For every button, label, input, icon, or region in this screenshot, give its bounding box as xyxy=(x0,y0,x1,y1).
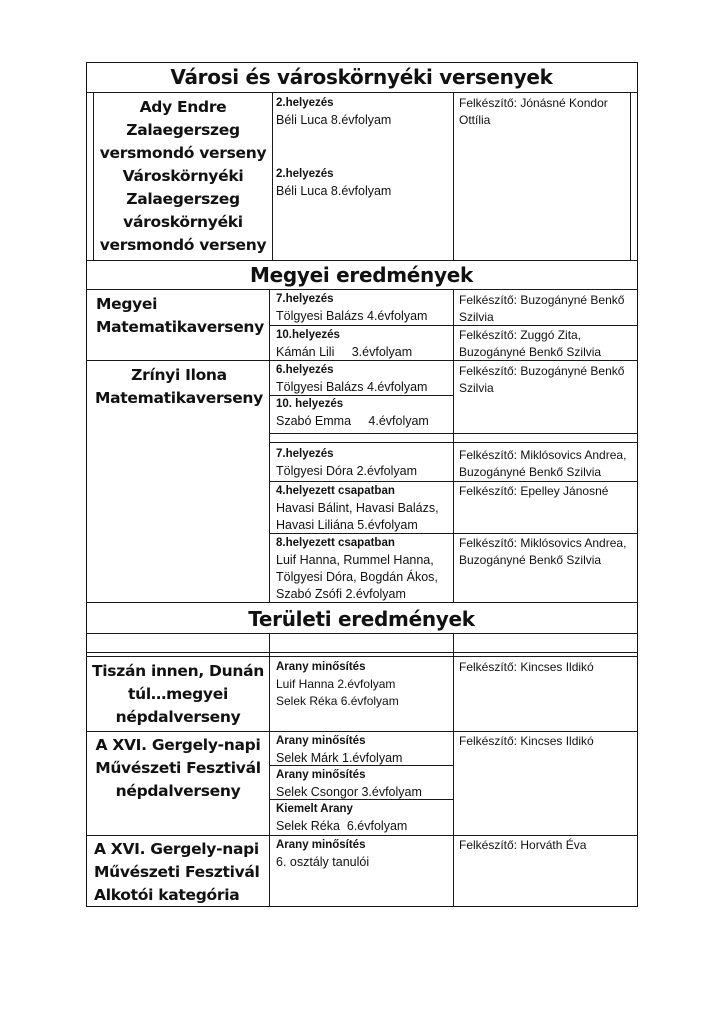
preparer-zrinyi-4: Felkészítő: Epelley Jánosné xyxy=(459,484,609,498)
result-megyei-1: 7.helyezés Tölgyesi Balázs 4.évfolyam xyxy=(276,293,428,323)
result-zrinyi-4: 4.helyezett csapatban Havasi Bálint, Havasi Balázs, Havasi Liliána 5.évfolyam xyxy=(276,485,439,532)
result-zrinyi-2: 10. helyezés Szabó Emma 4.évfolyam xyxy=(276,398,429,428)
divider xyxy=(86,260,638,261)
preparer-zrinyi-1: Felkészítő: Buzogányné Benkő Szilvia xyxy=(459,364,625,395)
col-divider xyxy=(453,289,454,602)
col-divider xyxy=(453,92,454,260)
preparer-megyei-2: Felkészítő: Zuggó Zita, Buzogányné Benkő Szilvia xyxy=(459,328,602,359)
preparer-megyei-1: Felkészítő: Buzogányné Benkő Szilvia xyxy=(459,293,625,324)
divider xyxy=(86,289,638,290)
preparer-city: Felkészítő: Jónásné Kondor Ottília xyxy=(459,96,608,127)
divider xyxy=(86,360,638,361)
table-border-left xyxy=(86,62,87,907)
table-border-top xyxy=(86,62,638,63)
divider xyxy=(86,633,638,634)
preparer-zrinyi-3: Felkészítő: Miklósovics Andrea, Buzogányné Benkő Szilvia xyxy=(459,448,627,479)
result-city-1: 2.helyezés Béli Luca 8.évfolyam xyxy=(276,97,392,127)
section-title-county: Megyei eredmények xyxy=(250,263,473,287)
divider xyxy=(269,442,638,443)
result-tiszan: Arany minősítés Luif Hanna 2.évfolyam Selek Réka 6.évfolyam xyxy=(276,661,399,708)
divider xyxy=(269,433,638,434)
divider xyxy=(86,652,638,653)
divider xyxy=(269,533,638,534)
section-title-city: Városi és városkörnyéki versenyek xyxy=(170,65,553,89)
result-zrinyi-5: 8.helyezett csapatban Luif Hanna, Rummel Hanna, Tölgyesi Dóra, Bogdán Ákos, Szabó Zsófi 2.évfolyam xyxy=(276,537,438,601)
result-gergely-1: Arany minősítés Selek Márk 1.évfolyam xyxy=(276,735,403,765)
col-divider xyxy=(272,92,273,260)
competition-gergely-nepdal: A XVI. Gergely-napi Művészeti Fesztivál népdalverseny xyxy=(95,736,261,800)
preparer-zrinyi-5: Felkészítő: Miklósovics Andrea, Buzogányné Benkő Szilvia xyxy=(459,536,627,567)
divider xyxy=(269,799,453,800)
divider xyxy=(86,602,638,603)
competition-zrinyi: Zrínyi Ilona Matematikaverseny xyxy=(95,366,263,407)
preparer-gergely: Felkészítő: Kincses Ildikó xyxy=(459,734,594,748)
result-alkotoi: Arany minősítés 6. osztály tanulói xyxy=(276,839,370,869)
competition-megyei-matek: Megyei Matematikaverseny xyxy=(96,295,264,336)
divider xyxy=(86,656,638,657)
col-divider xyxy=(269,633,270,906)
result-zrinyi-1: 6.helyezés Tölgyesi Balázs 4.évfolyam xyxy=(276,364,428,394)
preparer-tiszan: Felkészítő: Kincses Ildikó xyxy=(459,660,594,674)
divider xyxy=(269,325,638,326)
preparer-alkotoi: Felkészítő: Horváth Éva xyxy=(459,838,587,852)
divider xyxy=(269,765,453,766)
divider xyxy=(86,92,638,93)
result-city-2: 2.helyezés Béli Luca 8.évfolyam xyxy=(276,168,392,198)
result-gergely-2: Arany minősítés Selek Csongor 3.évfolyam xyxy=(276,769,422,799)
col-divider xyxy=(269,289,270,602)
result-gergely-3: Kiemelt Arany Selek Réka 6.évfolyam xyxy=(276,803,408,833)
competition-tiszan-innen: Tiszán innen, Dunán túl…megyei népdalverseny xyxy=(92,662,264,726)
divider xyxy=(86,835,638,836)
result-megyei-2: 10.helyezés Kámán Lili 3.évfolyam xyxy=(276,329,413,359)
divider xyxy=(86,731,638,732)
competition-ady-endre: Ady Endre Zalaegerszeg versmondó verseny Városkörnyéki Zalaegerszeg városkörnyéki versmondó verseny xyxy=(99,98,267,254)
result-zrinyi-3: 7.helyezés Tölgyesi Dóra 2.évfolyam xyxy=(276,448,418,478)
col-divider xyxy=(453,633,454,906)
table-border-right xyxy=(637,62,638,907)
competition-gergely-alkotoi: A XVI. Gergely-napi Művészeti Fesztivál Alkotói kategória xyxy=(94,840,260,904)
divider xyxy=(269,481,638,482)
section-title-regional: Területi eredmények xyxy=(248,607,475,631)
